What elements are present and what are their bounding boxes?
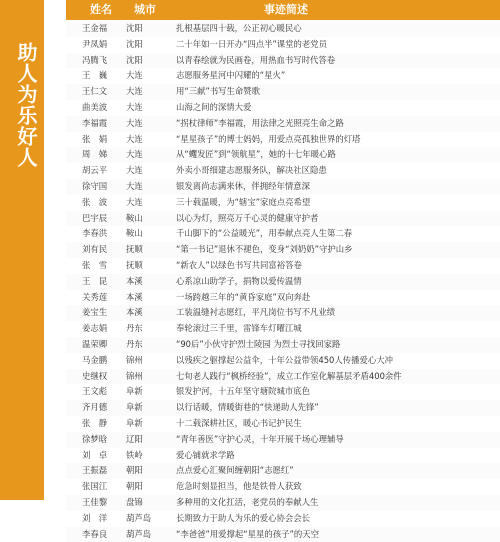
row-city: 大连 <box>126 116 166 132</box>
row-name: 李福霞 <box>82 116 122 132</box>
row-name: 张 静 <box>82 416 122 432</box>
table-row <box>66 226 500 242</box>
row-city: 锦州 <box>126 369 166 385</box>
row-name: 刘有民 <box>82 242 122 258</box>
row-city: 本溪 <box>126 305 166 321</box>
table-row <box>66 400 500 416</box>
row-deed: 外卖小哥细建志愿服务队，解决社区隐患 <box>176 163 496 179</box>
row-name: 王 巍 <box>82 68 122 84</box>
row-city: 鞍山 <box>126 226 166 242</box>
row-city: 阜新 <box>126 384 166 400</box>
row-name: 王振磊 <box>82 463 122 479</box>
row-name: 徐守国 <box>82 179 122 195</box>
row-name: 关秀莲 <box>82 290 122 306</box>
row-deed: 以行话暖，情暖街巷的“快递助人先锋” <box>176 400 496 416</box>
row-deed: 用“三献”书写生命赞歌 <box>176 84 496 100</box>
table-row <box>66 179 500 195</box>
row-name: 曲美波 <box>82 100 122 116</box>
row-deed: “第一书记”退休不褪色，变身“刘奶奶”守护山乡 <box>176 242 496 258</box>
table-row <box>66 353 500 369</box>
table-row <box>66 163 500 179</box>
row-name: 刘 洋 <box>82 511 122 527</box>
row-name: 李春洪 <box>82 226 122 242</box>
table-row <box>66 132 500 148</box>
table-row <box>66 21 500 37</box>
table-row <box>66 274 500 290</box>
row-deed: “90后”小伙守护烈士陵园 为烈士寻找回家路 <box>176 337 496 353</box>
table-row <box>66 495 500 511</box>
row-city: 阜新 <box>126 416 166 432</box>
table-row <box>66 432 500 448</box>
row-name: 张 雪 <box>82 258 122 274</box>
table-row <box>66 416 500 432</box>
row-name: 徐梦晗 <box>82 432 122 448</box>
table-row <box>66 448 500 464</box>
row-deed: 危急时刻显担当，他是铁骨人获致 <box>176 479 496 495</box>
table-body <box>66 21 500 542</box>
table-row <box>66 37 500 53</box>
row-city: 大连 <box>126 163 166 179</box>
row-deed: 以心为灯，照亮万千心灵的健康守护者 <box>176 211 496 227</box>
row-deed: 一场跨越三年的“黄昏家庭”双向奔赴 <box>176 290 496 306</box>
row-name: 王仁文 <box>82 84 122 100</box>
row-city: 丹东 <box>126 337 166 353</box>
row-deed: 扎根基层四十载，公正初心暖民心 <box>176 21 496 37</box>
row-deed: “星星孩子”的博士妈妈，用爱点亮孤独世界的灯塔 <box>176 132 496 148</box>
side-banner <box>0 0 44 500</box>
row-name: 王佳黎 <box>82 495 122 511</box>
row-name: 李春良 <box>82 527 122 542</box>
row-deed: 七旬老人践行“枫桥经验”，成立工作室化解基层矛盾400余件 <box>176 369 496 385</box>
row-name: 巴宇辰 <box>82 211 122 227</box>
row-city: 本溪 <box>126 290 166 306</box>
table-row <box>66 84 500 100</box>
row-city: 阜新 <box>126 400 166 416</box>
row-deed: 点点爱心汇聚间缠朝阳“志愿红” <box>176 463 496 479</box>
row-name: 姜志娟 <box>82 321 122 337</box>
row-city: 本溪 <box>126 274 166 290</box>
row-name: 冯腾飞 <box>82 53 122 69</box>
row-city: 大连 <box>126 147 166 163</box>
row-city: 大连 <box>126 179 166 195</box>
row-deed: 十二载深耕社区，暖心书记护民生 <box>176 416 496 432</box>
row-deed: “李爸爸”用爱撑起“星星的孩子”的天空 <box>176 527 496 542</box>
row-name: 刘 卓 <box>82 448 122 464</box>
row-city: 大连 <box>126 84 166 100</box>
row-city: 锦州 <box>126 353 166 369</box>
row-deed: 三十载温暖，为“辖宝”家庭点亮希望 <box>176 195 496 211</box>
row-city: 铁岭 <box>126 448 166 464</box>
table-row <box>66 147 500 163</box>
row-city: 大连 <box>126 100 166 116</box>
row-deed: 以残疾之躯撑起公益伞，十年公益带领450人传播爱心大冲 <box>176 353 496 369</box>
row-deed: 多种用的文化扛活，老党员的奉献人生 <box>176 495 496 511</box>
table-row <box>66 527 500 542</box>
row-deed: 千山脚下的“公益暖光”，用奉献点亮人生第二春 <box>176 226 496 242</box>
row-city: 抚顺 <box>126 242 166 258</box>
row-deed: “新农人”以绿色书写共同富裕答卷 <box>176 258 496 274</box>
row-deed: 工装温缝衬志愿红，平凡岗位书写不凡业绩 <box>176 305 496 321</box>
side-title: 助人为乐好人 <box>6 42 38 168</box>
header-deed: 事迹简述 <box>264 3 308 17</box>
table-row <box>66 369 500 385</box>
row-name: 张 娟 <box>82 132 122 148</box>
row-name: 王金福 <box>82 21 122 37</box>
row-name: 王文彪 <box>82 384 122 400</box>
table-row <box>66 321 500 337</box>
row-deed: 山海之间的深情大爱 <box>176 100 496 116</box>
row-deed: 长期致力于助人为乐的爱心协会会长 <box>176 511 496 527</box>
row-city: 盘锦 <box>126 495 166 511</box>
row-deed: 爱心铺就求学路 <box>176 448 496 464</box>
row-city: 朝阳 <box>126 463 166 479</box>
row-city: 大连 <box>126 132 166 148</box>
row-name: 张 波 <box>82 195 122 211</box>
table-header <box>66 0 500 20</box>
row-city: 大连 <box>126 68 166 84</box>
row-city: 葫芦岛 <box>126 511 166 527</box>
row-name: 胡云平 <box>82 163 122 179</box>
table-row <box>66 100 500 116</box>
row-deed: “青年善医”守护心灵，十年开展千场心理辅导 <box>176 432 496 448</box>
row-name: 齐月德 <box>82 400 122 416</box>
table-row <box>66 511 500 527</box>
row-deed: 银发护河，十五年坚守塘院城市底色 <box>176 384 496 400</box>
row-city: 朝阳 <box>126 479 166 495</box>
row-deed: 从“蠼发匠”到“领航星”，她的十七年暖心路 <box>176 147 496 163</box>
row-city: 辽阳 <box>126 432 166 448</box>
row-deed: 心系凉山助学子，捐物以爱传温情 <box>176 274 496 290</box>
row-name: 马金鹏 <box>82 353 122 369</box>
row-deed: 二十年如一日开办“四点半”课堂的老党员 <box>176 37 496 53</box>
table-row <box>66 479 500 495</box>
row-name: 姜宝生 <box>82 305 122 321</box>
row-name: 温荣卿 <box>82 337 122 353</box>
table-row <box>66 211 500 227</box>
row-city: 葫芦岛 <box>126 527 166 542</box>
row-deed: “拐杖律师”李福霞，用法律之光照亮生命之路 <box>176 116 496 132</box>
row-deed: 银发离尚志满来休，伴拥经年情意深 <box>176 179 496 195</box>
table-row <box>66 290 500 306</box>
row-name: 史继权 <box>82 369 122 385</box>
row-city: 沈阳 <box>126 37 166 53</box>
table-row <box>66 116 500 132</box>
row-name: 张国江 <box>82 479 122 495</box>
row-name: 王 昆 <box>82 274 122 290</box>
row-city: 沈阳 <box>126 53 166 69</box>
row-city: 鞍山 <box>126 211 166 227</box>
row-city: 大连 <box>126 195 166 211</box>
table-row <box>66 53 500 69</box>
header-city: 城市 <box>134 3 156 17</box>
row-deed: 奉轮滚过三千里，雷锋车灯曜江城 <box>176 321 496 337</box>
row-city: 丹东 <box>126 321 166 337</box>
row-city: 沈阳 <box>126 21 166 37</box>
row-name: 尹凤娟 <box>82 37 122 53</box>
table-row <box>66 68 500 84</box>
row-name: 周 娣 <box>82 147 122 163</box>
table-row <box>66 258 500 274</box>
header-name: 姓名 <box>90 3 112 17</box>
row-deed: 以青春绘就为民画卷，用热血书写时代答卷 <box>176 53 496 69</box>
table-row <box>66 337 500 353</box>
row-city: 抚顺 <box>126 258 166 274</box>
table-row <box>66 195 500 211</box>
table-row <box>66 384 500 400</box>
table-row <box>66 242 500 258</box>
table-row <box>66 463 500 479</box>
table-row <box>66 305 500 321</box>
row-deed: 志愿服务星河中闪耀的“星火” <box>176 68 496 84</box>
